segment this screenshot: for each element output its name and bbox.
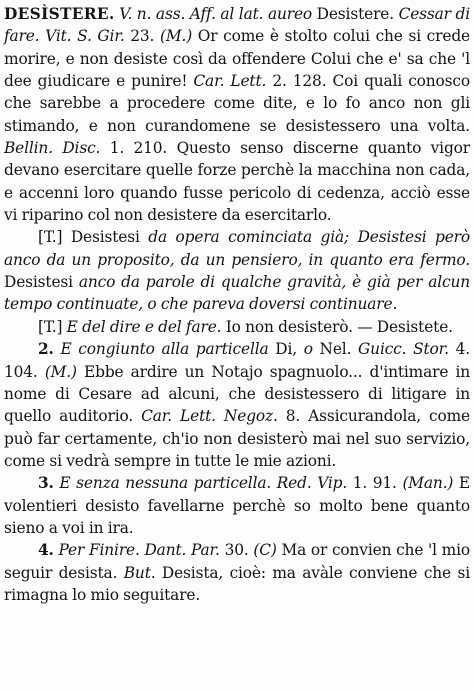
text-run: Ma or convien che 'l mio seguir desista.	[4, 541, 470, 582]
sense-number: 4.	[38, 541, 54, 560]
text-run: [T.] Desistesi	[38, 228, 149, 247]
text-run: 30.	[219, 541, 254, 560]
entry-intro	[4, 3, 470, 226]
text-run: Di,	[268, 340, 304, 359]
italic-run: Cessar di fare. Vit. S. Gir.	[4, 5, 470, 46]
italic-run: da opera cominciata già; Desistesi però anco da un proposito, da un pensiero, in quanto era fermo.	[4, 228, 471, 269]
italic-run: (M.)	[160, 27, 193, 46]
sense-2	[4, 338, 470, 472]
italic-run: E congiunto alla particella	[60, 340, 269, 359]
usage-note-t2	[4, 316, 470, 338]
text-run: 2. 128. Coi quali conosco che sarebbe a procedere come dite, e lo fo anco non gli stimando, e non curandomene se desistessero una volta.	[4, 72, 470, 135]
text-run: 1. 210. Questo senso discerne quanto vigor devano esercitare quelle forze perchè la macchina non cada, e accenni loro quando fusse pericolo di cedenza, acciò esse vi riparino col non desistere da esercitarlo.	[4, 139, 470, 225]
italic-run: V. n. ass. Aff.	[119, 5, 216, 23]
text-run: [T.]	[38, 317, 67, 336]
text-run: Desista, cioè: ma avàle conviene che si rimagna lo mio seguitare.	[4, 563, 470, 604]
text-run: 23.	[124, 27, 160, 46]
italic-run: Guicc. Stor.	[358, 340, 449, 359]
text-run: E volentieri desisto favellarne perchè so molto bene quanto sieno a voi in ira.	[4, 474, 471, 537]
text-run	[54, 340, 61, 358]
text-run: Io non desisterò. — Desistete.	[221, 317, 453, 336]
italic-run: al lat. aureo	[220, 5, 313, 23]
text-run: Ebbe ardire un Notajo spagnuolo... d'intimare in nome di Cesare ad alcuni, che desistessero di litigare in quello auditorio.	[4, 362, 470, 426]
italic-run: E senza nessuna particella. Red. Vip.	[59, 474, 348, 493]
text-run: Desistere.	[312, 5, 399, 23]
sense-number: 3.	[38, 474, 54, 493]
headword: DESÌSTERE.	[4, 5, 115, 23]
sense-4	[4, 539, 470, 606]
italic-run: Per Finire. Dant. Par.	[58, 541, 220, 560]
sense-3	[4, 472, 470, 539]
text-run: Desistesi	[4, 273, 79, 292]
italic-run: Car. Lett.	[193, 72, 267, 91]
text-run: 8. Assicurandola, come può far certamente, ch'io non desisterò mai nel suo servizio, come si vedrà sempre in tutte le mie azioni.	[4, 407, 471, 470]
dictionary-entry	[4, 3, 470, 606]
italic-run: anco da parole di qualche gravità, è già per alcun tempo continuate, o che pareva doversi continuare.	[4, 273, 470, 314]
italic-run: (C)	[253, 541, 277, 560]
italic-run: Bellin. Disc.	[4, 139, 101, 158]
sense-number: 2.	[38, 340, 54, 359]
italic-run: o	[303, 340, 313, 359]
text-run: Or come è stolto colui che si crede morire, e non desiste così da offendere Colui che e' sa che 'l dee giudicare e punire!	[4, 27, 470, 91]
usage-note-t1	[4, 226, 470, 315]
italic-run: (Man.)	[402, 474, 454, 493]
italic-run: But.	[123, 563, 156, 582]
text-run: Nel.	[312, 340, 359, 359]
italic-run: (M.)	[44, 362, 77, 381]
text-run: 4. 104.	[4, 340, 470, 381]
italic-run: E del dire e del fare.	[66, 317, 222, 336]
text-run: 1. 91.	[347, 474, 403, 493]
intro-text	[4, 5, 470, 224]
italic-run: Car. Lett. Negoz.	[141, 407, 278, 426]
